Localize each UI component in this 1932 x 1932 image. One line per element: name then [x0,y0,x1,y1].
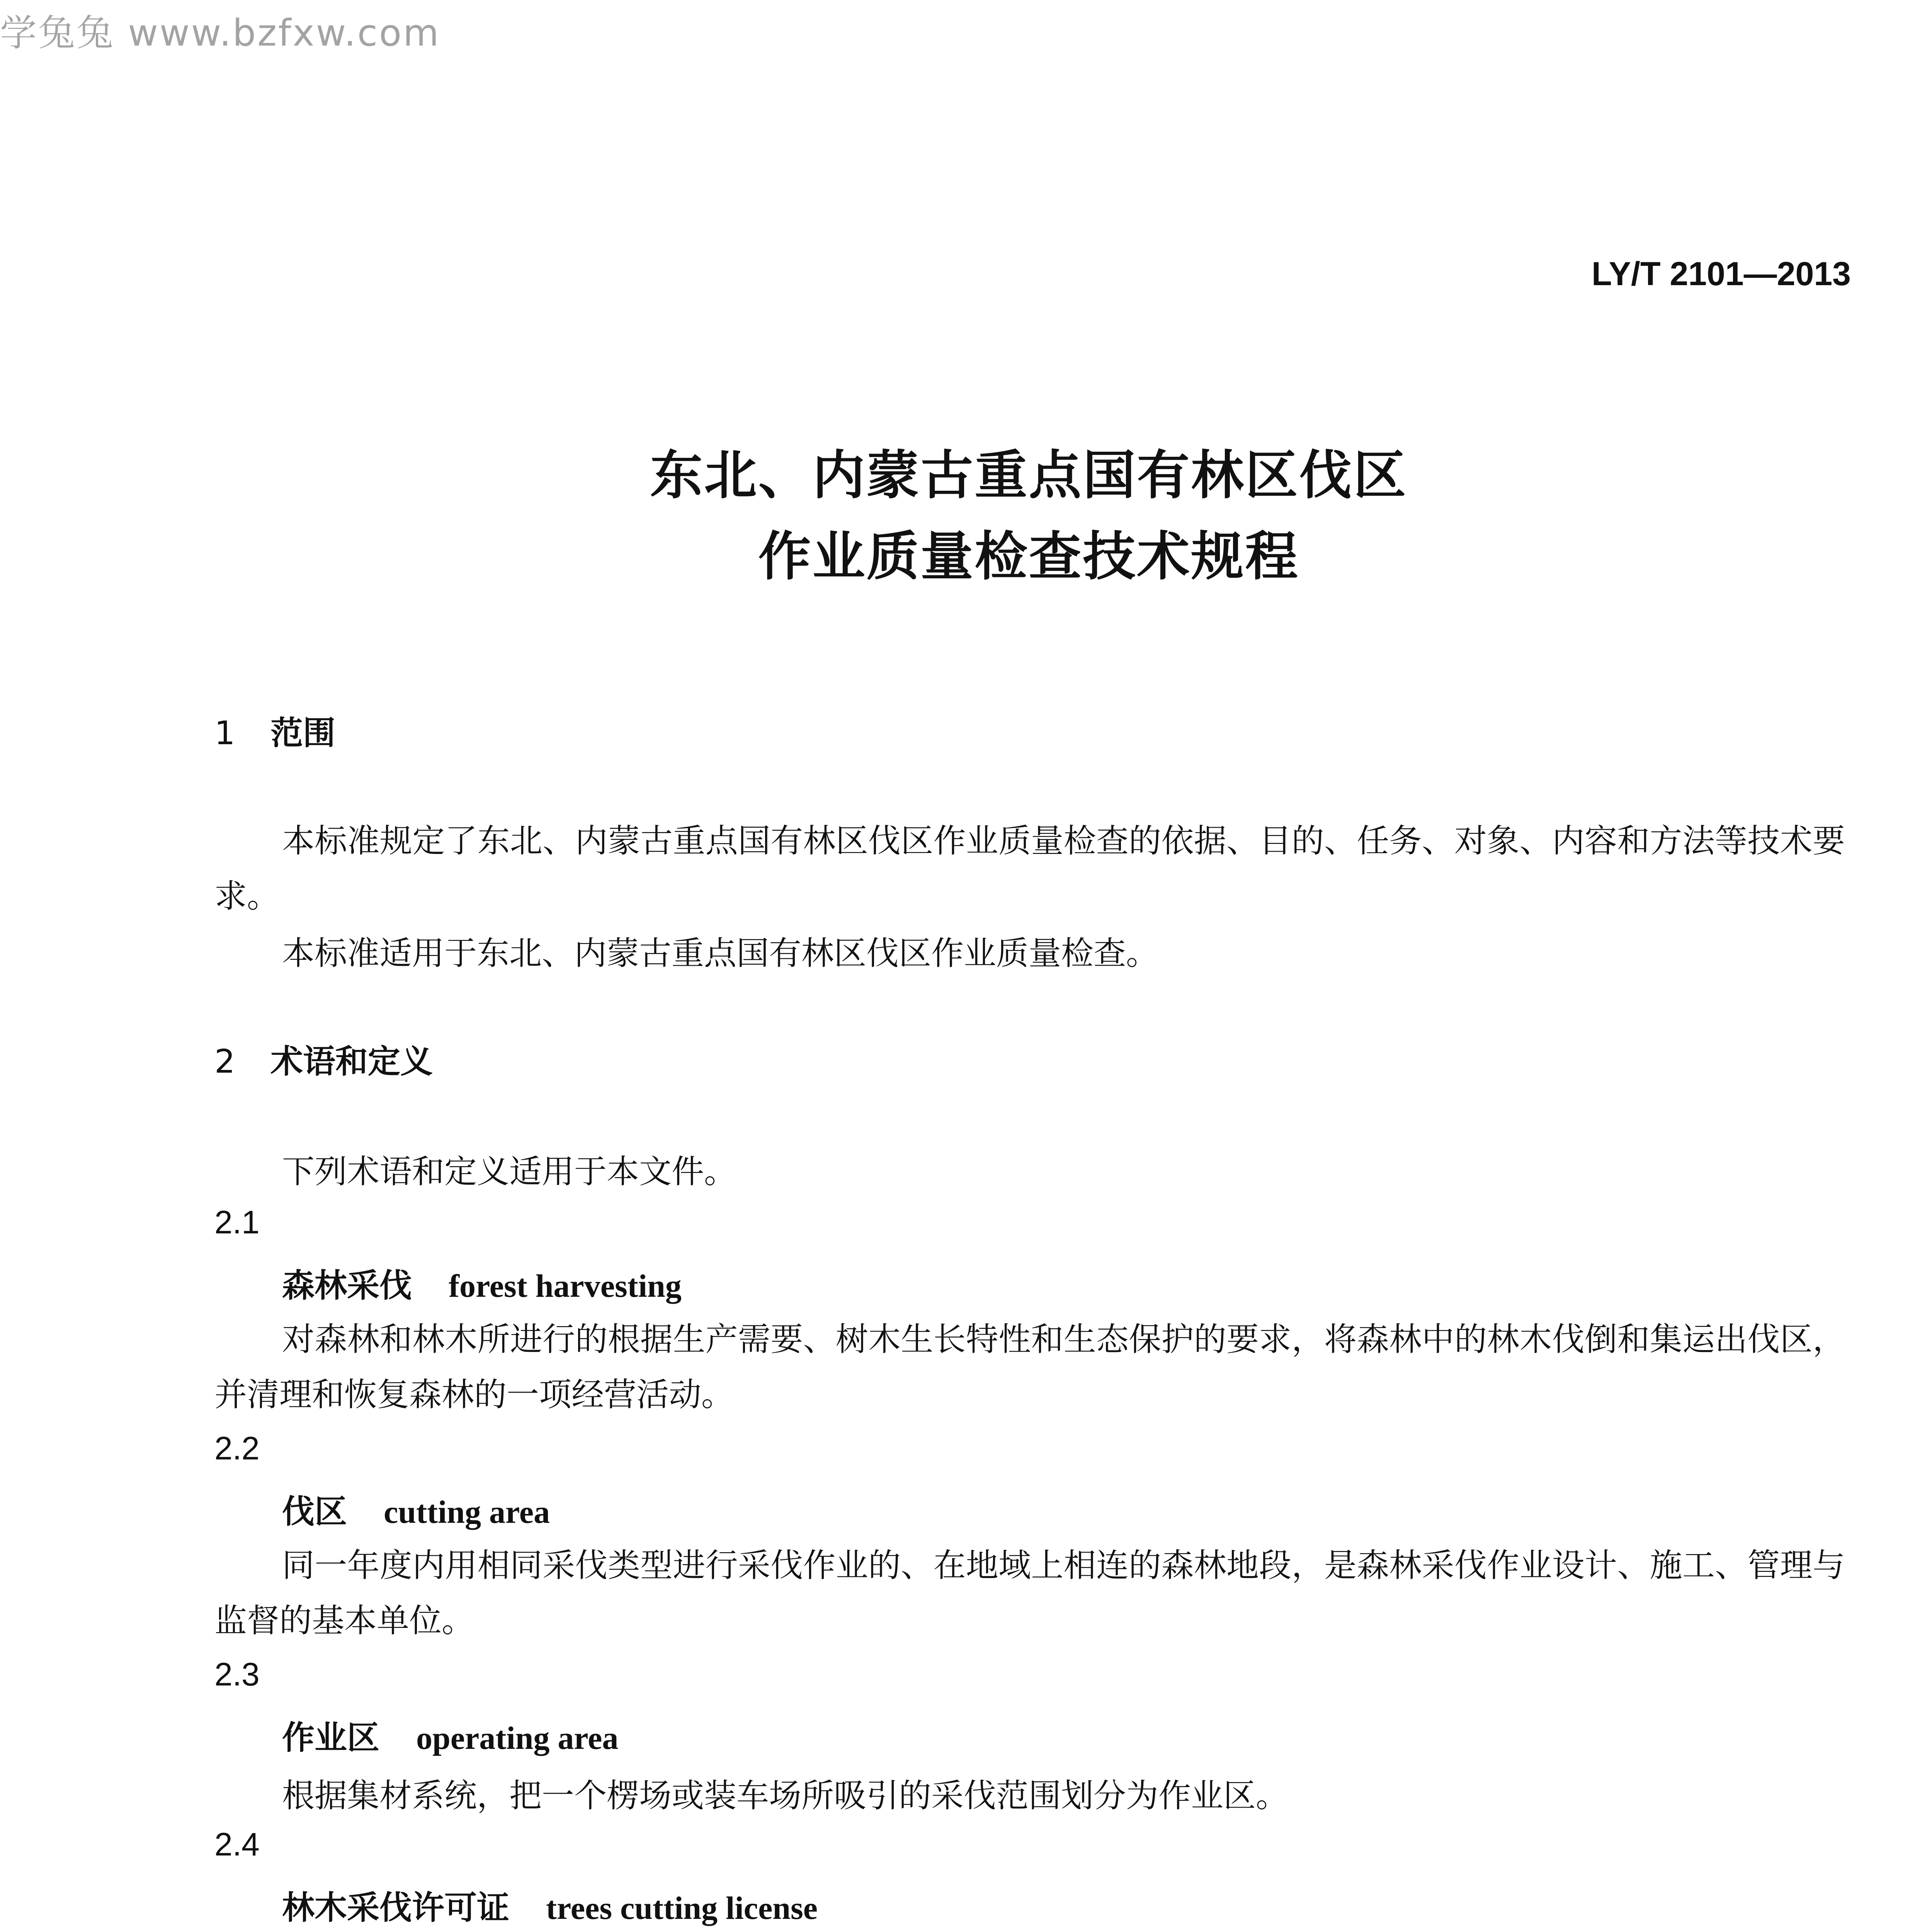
term-entry [282,1712,618,1759]
section-1-heading [214,707,335,754]
term-definition [214,1312,1845,1422]
term-english: trees cutting license [546,1890,818,1926]
watermark: 学兔兔 www.bzfxw.com [0,12,440,54]
term-entry [282,1260,682,1306]
term-entry [282,1486,550,1532]
document-title-line1: 东北、内蒙古重点国有林区伐区 [650,445,1408,506]
section-2-intro: 下列术语和定义适用于本文件。 [282,1153,737,1190]
section-2-title: 术语和定义 [270,1043,433,1080]
term-english: forest harvesting [449,1268,682,1304]
section-1-paragraph-1 [214,813,1845,924]
term-chinese: 森林采伐 [282,1267,412,1304]
section-2-heading [214,1036,433,1082]
term-chinese: 伐区 [282,1493,347,1531]
section-1-paragraph-2: 本标准适用于东北、内蒙古重点国有林区伐区作业质量检查。 [282,934,1159,972]
section-1-paragraph-1-text: 本标准规定了东北、内蒙古重点国有林区伐区作业质量检查的依据、目的、任务、对象、内容和方法等技术要求。 [214,822,1845,915]
term-english: operating area [416,1720,619,1756]
term-chinese: 林木采伐许可证 [282,1889,510,1927]
document-title-line2: 作业质量检查技术规程 [758,526,1299,587]
clause-number: 2.3 [214,1656,260,1692]
term-definition: 根据集材系统，把一个楞场或装车场所吸引的采伐范围划分为作业区。 [282,1777,1289,1815]
term-english: cutting area [384,1494,550,1530]
term-definition-text: 同一年度内用相同采伐类型进行采伐作业的、在地域上相连的森林地段，是森林采伐作业设计、施工、管理与监督的基本单位。 [214,1546,1845,1639]
section-1-title: 范围 [270,714,336,752]
term-entry [282,1882,818,1929]
section-2-number: 2 [214,1043,235,1080]
standard-code: LY/T 2101—2013 [1592,255,1851,293]
term-definition [214,1538,1845,1648]
clause-number: 2.1 [214,1204,260,1240]
clause-number: 2.2 [214,1430,260,1466]
section-1-number: 1 [214,714,235,752]
term-chinese: 作业区 [282,1719,380,1757]
clause-number: 2.4 [214,1826,260,1862]
term-definition-text: 对森林和林木所进行的根据生产需要、树木生长特性和生态保护的要求，将森林中的林木伐倒和集运出伐区，并清理和恢复森林的一项经营活动。 [214,1320,1845,1413]
